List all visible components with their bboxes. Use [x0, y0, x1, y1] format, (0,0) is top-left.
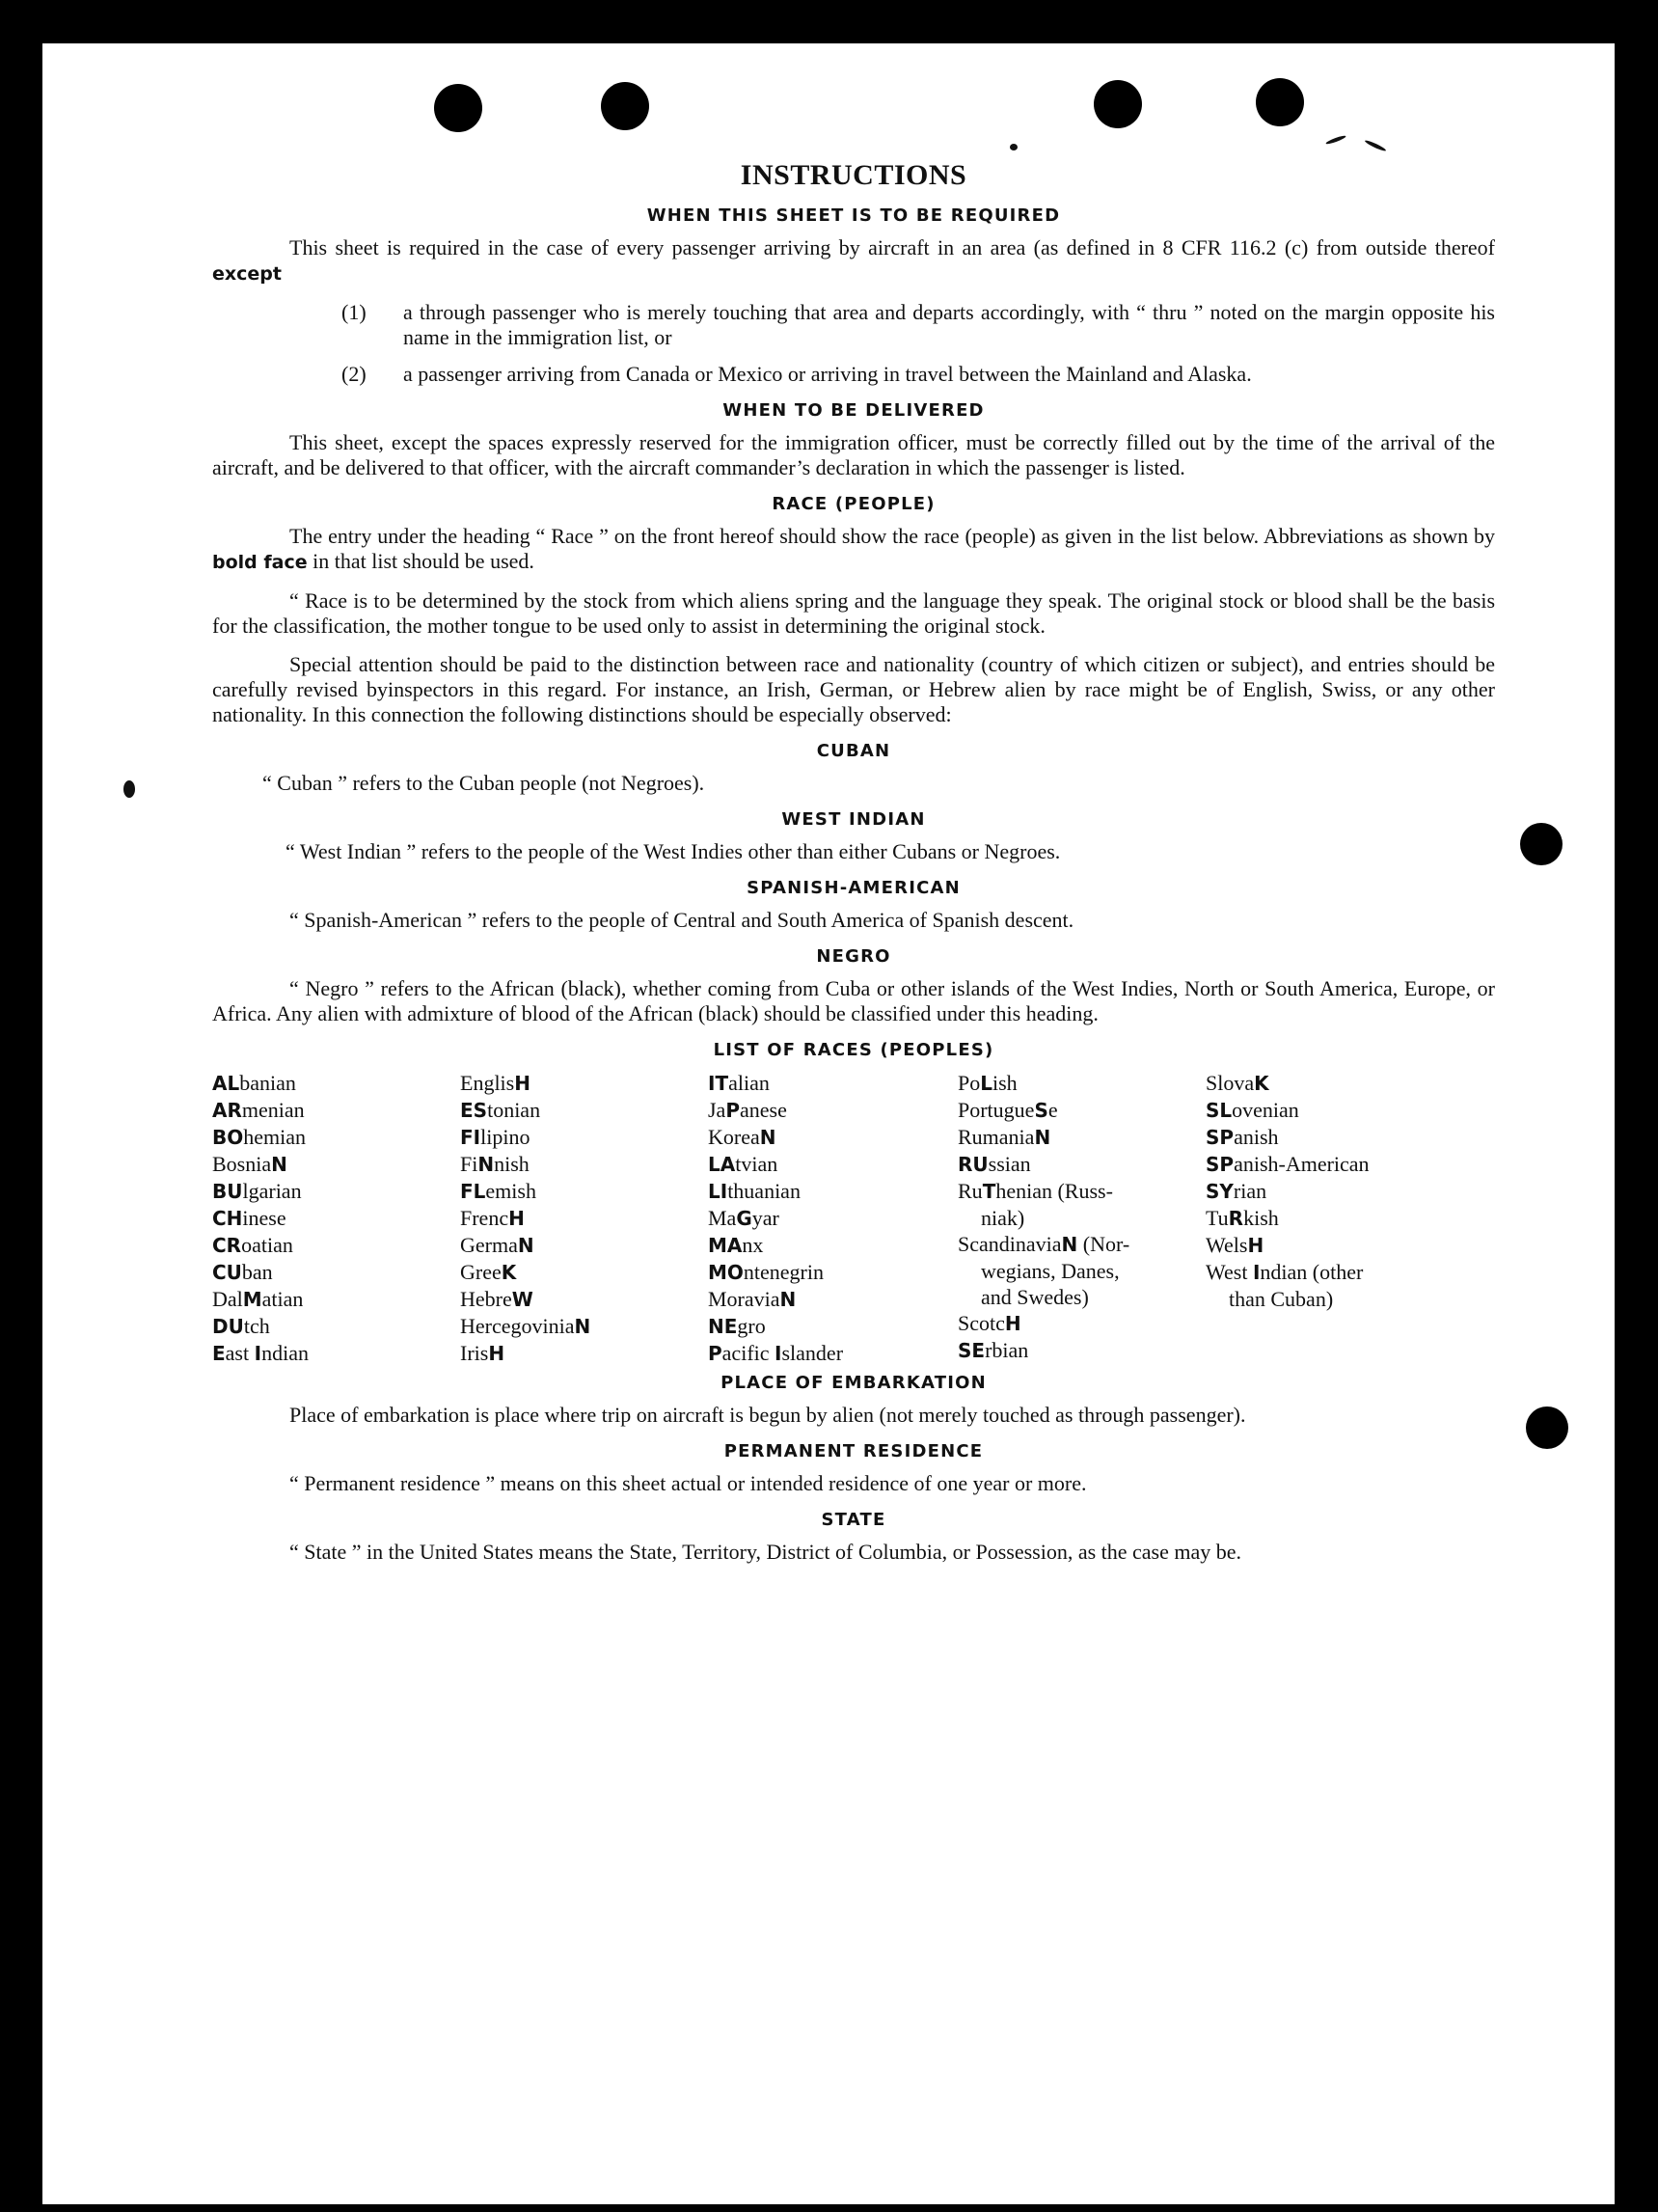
punch-hole	[1520, 823, 1563, 865]
race-paragraph-1	[212, 524, 1495, 575]
race-text-continued: and Swedes)	[981, 1285, 1089, 1309]
race-abbrev: H	[514, 1072, 530, 1095]
race-text: anish-American	[1234, 1152, 1370, 1176]
race-text: kish	[1243, 1206, 1279, 1230]
race-text: Hebre	[460, 1287, 512, 1311]
embarkation-text: Place of embarkation is place where trip on aircraft is begun by alien (not merely touched as through passenger).	[289, 1403, 1246, 1427]
race-text: Ru	[958, 1179, 983, 1203]
heading-race: RACE (PEOPLE)	[772, 494, 936, 514]
race-entry	[708, 1259, 958, 1286]
heading-cuban: CUBAN	[816, 741, 891, 761]
race-abbrev: K	[501, 1261, 517, 1284]
race-text: tonian	[487, 1098, 541, 1122]
race-text-continued: niak)	[981, 1206, 1025, 1230]
race-p1-bold: bold face	[212, 552, 308, 573]
race-abbrev: BU	[212, 1180, 243, 1203]
race-entry	[958, 1178, 1206, 1231]
race-text: Po	[958, 1071, 981, 1095]
race-abbrev: M	[242, 1288, 262, 1311]
race-entry	[1206, 1232, 1495, 1259]
race-entry	[1206, 1124, 1495, 1151]
heading-state: STATE	[821, 1510, 886, 1530]
race-text: Wels	[1206, 1233, 1248, 1257]
race-abbrev: AL	[212, 1072, 240, 1095]
race-abbrev: CR	[212, 1234, 242, 1257]
required-intro-text: This sheet is required in the case of every passenger arriving by aircraft in an area (as defined in 8 CFR 116.2 (c) from outside thereof	[289, 235, 1495, 259]
race-entry	[460, 1232, 708, 1259]
race-entry	[708, 1178, 958, 1205]
race-abbrev: N	[271, 1153, 287, 1176]
race-abbrev: H	[1247, 1234, 1264, 1257]
punch-hole	[1256, 78, 1304, 126]
race-abbrev: SY	[1206, 1180, 1234, 1203]
delivered-text: This sheet, except the spaces expressly reserved for the immigration officer, must be correctly filled out by the time of the arrival of the aircraft, and be delivered to that officer, with the aircraft commander’s declaration in which the passenger is listed.	[212, 430, 1495, 479]
race-text: ndian (other	[1260, 1260, 1364, 1284]
race-text: Tu	[1206, 1206, 1229, 1230]
race-abbrev: SP	[1206, 1126, 1235, 1149]
race-abbrev: H	[488, 1342, 505, 1365]
race-entry	[1206, 1151, 1495, 1178]
race-text: ovenian	[1232, 1098, 1299, 1122]
heading-embarkation: PLACE OF EMBARKATION	[720, 1373, 987, 1393]
race-entry	[460, 1097, 708, 1124]
race-abbrev: LI	[708, 1180, 728, 1203]
race-entry	[212, 1178, 460, 1205]
race-abbrev: SL	[1206, 1099, 1233, 1122]
race-entry	[212, 1124, 460, 1151]
race-text: Germa	[460, 1233, 518, 1257]
heading-negro: NEGRO	[816, 946, 891, 967]
race-abbrev: IT	[708, 1072, 729, 1095]
race-abbrev: CH	[212, 1207, 243, 1230]
race-entry	[958, 1337, 1206, 1364]
race-entry	[958, 1310, 1206, 1337]
race-entry	[212, 1286, 460, 1313]
race-text: Ma	[708, 1206, 737, 1230]
race-entry	[708, 1097, 958, 1124]
required-intro	[212, 235, 1495, 287]
race-abbrev: ES	[460, 1099, 488, 1122]
race-entry	[460, 1259, 708, 1286]
race-text: ast	[225, 1341, 255, 1365]
race-p1-after: in that list should be used.	[313, 549, 534, 573]
ink-speck	[123, 780, 135, 798]
race-text: (Nor-	[1077, 1232, 1130, 1256]
race-entry	[958, 1070, 1206, 1097]
race-text: Hercegovinia	[460, 1314, 575, 1338]
race-text: West	[1206, 1260, 1253, 1284]
race-abbrev: N	[574, 1315, 591, 1338]
race-abbrev: AR	[212, 1099, 242, 1122]
races-column	[212, 1070, 460, 1367]
instructions-content	[212, 159, 1495, 1578]
race-entry	[212, 1097, 460, 1124]
race-entry	[708, 1286, 958, 1313]
race-abbrev: P	[708, 1342, 722, 1365]
race-text: Gree	[460, 1260, 502, 1284]
race-entry	[708, 1205, 958, 1232]
item-number: (1)	[341, 300, 367, 324]
race-entry	[1206, 1178, 1495, 1205]
race-entry	[1206, 1259, 1495, 1312]
spanish-american-text: “ Spanish-American ” refers to the people of Central and South America of Spanish descent.	[289, 908, 1074, 932]
heading-west-indian: WEST INDIAN	[781, 809, 926, 830]
race-abbrev: I	[1252, 1261, 1261, 1284]
race-entry	[212, 1313, 460, 1340]
race-abbrev: NE	[708, 1315, 738, 1338]
race-text: nx	[742, 1233, 764, 1257]
race-abbrev: N	[759, 1126, 776, 1149]
race-entry	[708, 1340, 958, 1367]
race-entry	[460, 1070, 708, 1097]
race-text: Scandinavia	[958, 1232, 1062, 1256]
race-abbrev: CU	[212, 1261, 242, 1284]
race-entry	[460, 1313, 708, 1340]
punch-hole	[1094, 80, 1142, 128]
race-entry	[212, 1232, 460, 1259]
race-abbrev: MO	[708, 1261, 744, 1284]
race-text: tvian	[735, 1152, 778, 1176]
race-text: emish	[485, 1179, 536, 1203]
race-entry	[212, 1070, 460, 1097]
race-abbrev: SE	[958, 1339, 986, 1362]
race-entry	[460, 1178, 708, 1205]
race-abbrev: I	[254, 1342, 262, 1365]
race-abbrev: N	[1061, 1233, 1078, 1256]
races-column	[1206, 1070, 1495, 1367]
required-intro-bold: except	[212, 263, 282, 285]
race-text: oatian	[241, 1233, 293, 1257]
race-entry	[958, 1097, 1206, 1124]
race-p1-text: The entry under the heading “ Race ” on the front hereof should show the race (people) as given in the list below. Abbreviations as shown by	[289, 524, 1495, 548]
punch-hole	[434, 84, 482, 132]
race-text: atian	[261, 1287, 304, 1311]
page-title: INSTRUCTIONS	[740, 159, 967, 191]
race-abbrev: E	[212, 1342, 226, 1365]
west-indian-text: “ West Indian ” refers to the people of the West Indies other than either Cubans or Negroes.	[285, 839, 1061, 863]
race-abbrev: P	[725, 1099, 740, 1122]
race-abbrev: T	[982, 1180, 996, 1203]
race-text: nish	[494, 1152, 530, 1176]
race-entry	[212, 1259, 460, 1286]
race-abbrev: RU	[958, 1153, 989, 1176]
race-abbrev: FI	[460, 1126, 481, 1149]
item-number: (2)	[341, 362, 367, 386]
race-text: Moravia	[708, 1287, 780, 1311]
ink-speck	[1010, 144, 1018, 150]
race-text: Fi	[460, 1152, 478, 1176]
race-text: ban	[241, 1260, 273, 1284]
race-entry	[708, 1124, 958, 1151]
race-paragraph-2: “ Race is to be determined by the stock from which aliens spring and the language they speak. The original stock or blood shall be the basis for the classification, the mother tongue to be used only to assist in determining the original stock.	[212, 588, 1495, 638]
item-text: a through passenger who is merely touching that area and departs accordingly, with “ thru ” noted on the margin opposite his name in the immigration list, or	[403, 300, 1495, 349]
race-text: ntenegrin	[743, 1260, 824, 1284]
race-abbrev: S	[1034, 1099, 1048, 1122]
list-item	[212, 362, 1495, 387]
item-text: a passenger arriving from Canada or Mexico or arriving in travel between the Mainland and Alaska.	[403, 362, 1252, 386]
ink-speck	[1325, 134, 1346, 145]
ink-speck	[1364, 139, 1386, 152]
race-text: thuanian	[727, 1179, 801, 1203]
race-text: slander	[781, 1341, 844, 1365]
punch-hole	[601, 82, 649, 130]
race-text: Korea	[708, 1125, 760, 1149]
race-text: inese	[242, 1206, 286, 1230]
race-text: e	[1047, 1098, 1058, 1122]
race-entry	[1206, 1097, 1495, 1124]
race-text: menian	[241, 1098, 305, 1122]
race-entry	[460, 1286, 708, 1313]
race-text: alian	[728, 1071, 770, 1095]
race-entry	[708, 1313, 958, 1340]
races-table	[212, 1070, 1495, 1367]
race-entry	[460, 1340, 708, 1367]
state-text: “ State ” in the United States means the State, Territory, District of Columbia, or Possession, as the case may be.	[289, 1540, 1242, 1564]
race-abbrev: L	[980, 1072, 992, 1095]
list-item	[212, 300, 1495, 350]
heading-spanish-american: SPANISH-AMERICAN	[747, 878, 961, 898]
race-text: rbian	[985, 1338, 1029, 1362]
race-text: lipino	[480, 1125, 530, 1149]
punch-hole	[1526, 1406, 1568, 1449]
heading-when-required: WHEN THIS SHEET IS TO BE REQUIRED	[646, 205, 1061, 226]
race-entry	[212, 1340, 460, 1367]
race-entry	[708, 1232, 958, 1259]
race-abbrev: N	[477, 1153, 495, 1176]
race-text: anese	[740, 1098, 787, 1122]
race-abbrev: FL	[460, 1180, 486, 1203]
race-text: rian	[1233, 1179, 1267, 1203]
race-entry	[1206, 1205, 1495, 1232]
race-abbrev: G	[736, 1207, 752, 1230]
race-entry	[958, 1124, 1206, 1151]
race-text: Iris	[460, 1341, 489, 1365]
race-entry	[708, 1070, 958, 1097]
race-text: lgarian	[242, 1179, 302, 1203]
race-text: Rumania	[958, 1125, 1035, 1149]
race-entry	[212, 1205, 460, 1232]
residence-text: “ Permanent residence ” means on this sheet actual or intended residence of one year or more.	[289, 1471, 1087, 1495]
race-text: ish	[992, 1071, 1018, 1095]
race-paragraph-3: Special attention should be paid to the distinction between race and nationality (country of which citizen or subject), and entries should be carefully revised byinspectors in this regard. For instance, an Irish, German, or Hebrew alien by race might be of English, Swiss, or any other nationality. In this connection the following distinctions should be especially observed:	[212, 652, 1495, 726]
race-entry	[212, 1151, 460, 1178]
race-abbrev: LA	[708, 1153, 736, 1176]
race-entry	[1206, 1070, 1495, 1097]
race-text: yar	[751, 1206, 779, 1230]
race-text: Ja	[708, 1098, 726, 1122]
race-text: Englis	[460, 1071, 515, 1095]
race-abbrev: R	[1228, 1207, 1244, 1230]
race-text: Bosnia	[212, 1152, 272, 1176]
race-text: Portugue	[958, 1098, 1035, 1122]
race-text-continued: wegians, Danes,	[981, 1259, 1120, 1283]
race-text: henian (Russ-	[995, 1179, 1113, 1203]
race-abbrev: N	[779, 1288, 797, 1311]
race-text: ndian	[261, 1341, 309, 1365]
race-abbrev: N	[517, 1234, 534, 1257]
race-text: banian	[239, 1071, 296, 1095]
races-column	[708, 1070, 958, 1367]
race-text: acific	[721, 1341, 775, 1365]
race-abbrev: N	[1034, 1126, 1051, 1149]
race-text-continued: than Cuban)	[1229, 1287, 1334, 1311]
cuban-text: “ Cuban ” refers to the Cuban people (not Negroes).	[262, 771, 705, 795]
races-column	[958, 1070, 1206, 1367]
race-entry	[958, 1151, 1206, 1178]
race-abbrev: MA	[708, 1234, 743, 1257]
race-entry	[460, 1124, 708, 1151]
race-text: gro	[737, 1314, 766, 1338]
races-column	[460, 1070, 708, 1367]
race-text: hemian	[243, 1125, 307, 1149]
race-entry	[460, 1151, 708, 1178]
race-text: tch	[243, 1314, 270, 1338]
race-text: anish	[1234, 1125, 1279, 1149]
heading-when-delivered: WHEN TO BE DELIVERED	[722, 400, 985, 421]
race-text: Scotc	[958, 1311, 1005, 1335]
race-abbrev: K	[1254, 1072, 1269, 1095]
heading-list-of-races: LIST OF RACES (PEOPLES)	[713, 1040, 994, 1060]
race-abbrev: W	[511, 1288, 533, 1311]
race-abbrev: I	[775, 1342, 782, 1365]
document-page	[42, 43, 1615, 2204]
race-abbrev: BO	[212, 1126, 244, 1149]
negro-text: “ Negro ” refers to the African (black), whether coming from Cuba or other islands of the West Indies, North or South America, Europe, or Africa. Any alien with admixture of blood of the African (black) should be classified under this heading.	[212, 976, 1495, 1025]
race-text: ssian	[988, 1152, 1031, 1176]
race-entry	[958, 1231, 1206, 1310]
race-entry	[708, 1151, 958, 1178]
race-entry	[460, 1205, 708, 1232]
race-text: Slova	[1206, 1071, 1255, 1095]
race-abbrev: H	[1004, 1312, 1021, 1335]
race-abbrev: SP	[1206, 1153, 1235, 1176]
heading-permanent-residence: PERMANENT RESIDENCE	[723, 1441, 984, 1461]
race-text: Frenc	[460, 1206, 509, 1230]
race-text: Dal	[212, 1287, 243, 1311]
race-abbrev: DU	[212, 1315, 244, 1338]
race-abbrev: H	[508, 1207, 525, 1230]
